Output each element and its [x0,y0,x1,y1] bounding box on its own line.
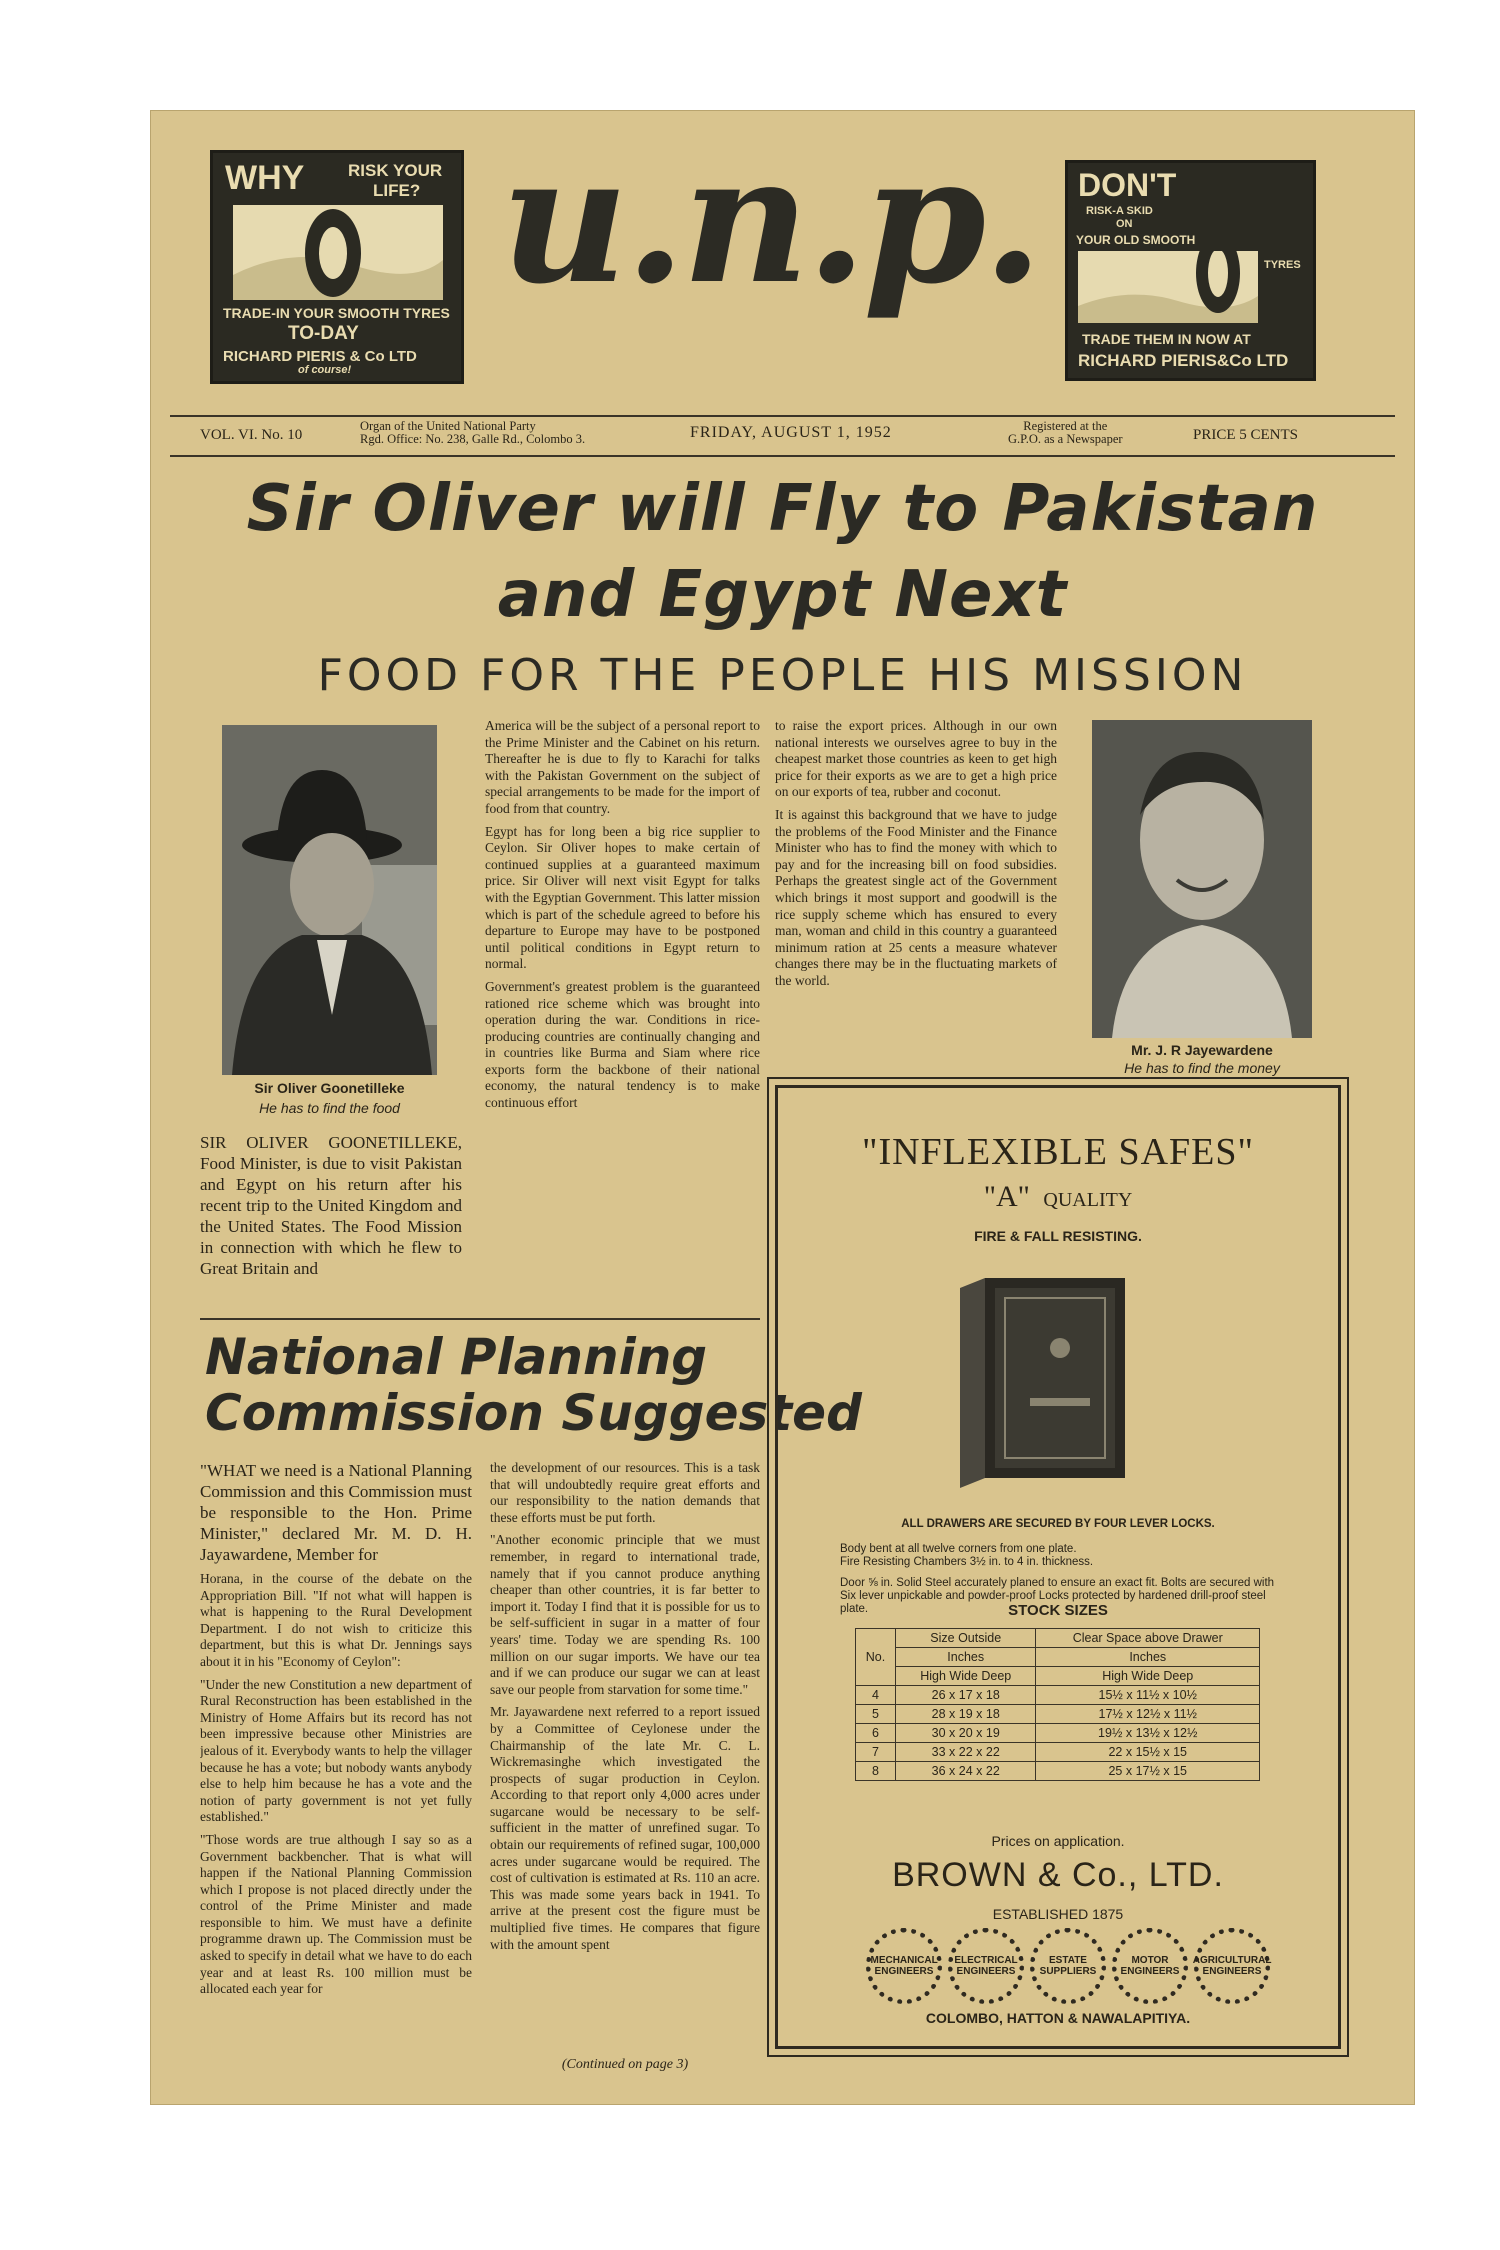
story1-col3-p2: It is against this background that we have to judge the problems of the Food Minister and the Finance Minister who has to find the money with which to pay and for the increasing bill on food subsidies. Perhaps the greatest single act of the Government which brings it most support and goodwill is the rice supply scheme which has ensured to every man, woman and child in this country a guaranteed minimum ration at 25 cents a measure whatever changes there may be in the fluctuating markets of the world. [775,806,1057,988]
row-clear: 25 x 17½ x 15 [1036,1762,1260,1781]
masthead-title: u.n.p. [500,116,1040,323]
row-clear: 15½ x 11½ x 10½ [1036,1686,1260,1705]
table-row [856,1762,1260,1781]
story2-col1-p2: "Under the new Constitution a new department of Rural Reconstruction has been established in the Ministry of Home Affairs but its record has not been impressive because other Ministries are jealous of it. Everybody wants to help the villager because he has a vote; but nobody wants anybody else to help him because he has a vote and the notion of party government is not yet fully established." [200,1676,472,1825]
left-ad-life: LIFE? [373,181,421,200]
story2-col1-p1: Horana, in the course of the debate on the Appropriation Bill. "If not what will happen is what is happening to the Rural Development Department. I do not wish to criticize this department, but this is what Dr. Jennings says about it in his "Economy of Ceylon": [200,1571,472,1669]
row-no: 4 [856,1686,896,1705]
organ-line [360,420,585,446]
left-ad-why: WHY [225,159,305,197]
row-outside: 28 x 19 x 18 [895,1705,1036,1724]
story2-col1-p3: "Those words are true although I say so as a Government backbencher. That is what will happen if the National Planning Commission which I propose is not placed directly under the control of the Prime Minister and made responsible to him. We must have a definite programme drawn up. The Commission must be asked to specify in detail what we have to do each year and at least Rs. 100 million must be allocated each year for [200,1831,472,1997]
right-ad-trade-them: TRADE THEM IN NOW AT [1082,331,1251,347]
story1-col3-p1: to raise the export prices. Although in our own national interests we ourselves agree to buy in the cheapest market those countries as keen to get high price for their exports as we are to get a high price on our exports of tea, rubber and coconut. [775,718,1057,800]
headline-kicker: FOOD FOR THE PEOPLE HIS MISSION [317,650,1248,701]
row-outside: 36 x 24 x 22 [895,1762,1036,1781]
row-no: 6 [856,1724,896,1743]
safes-grade-line [778,1180,1338,1214]
right-ad-risk-skid: RISK-A SKID [1086,205,1153,217]
safes-subtitle: FIRE & FALL RESISTING. [974,1228,1142,1244]
story1-col2-p2: Egypt has for long been a big rice supplier to Ceylon. Sir Oliver hopes to make certain of continued supplies at a guaranteed maximum price. Sir Oliver will next visit Egypt for talks with the Egyptian Government. This latter mission which is part of the schedule agreed to before his departure to Europe may have to be postponed until political conditions in Egypt return to normal. [485,823,760,972]
volume-number: VOL. VI. No. 10 [200,427,303,443]
right-tyre-ad [1065,160,1316,381]
header-hwd-clear: High Wide Deep [1036,1667,1260,1686]
photo-oliver-goonetilleke [222,725,437,1075]
header-size-outside: Size Outside [895,1629,1036,1648]
photo-right-name: Mr. J. R Jayewardene [1131,1042,1273,1058]
story2-col2-p2: "Another economic principle that we must remember, in regard to international trade, namely that if you cannot produce anything cheaper than other countries, it is far better to import it. Today I find that it is possible for us to be self-sufficient in sugar in a matter of four years' time. Today we are spending Rs. 100 million on our sugar imports. We have our tea and if we can produce our sugar we can at least save our people from starvation for some time." [490,1532,760,1697]
table-subheader-row [856,1648,1260,1667]
registered-line-2: G.P.O. as a Newspaper [1008,432,1123,446]
right-ad-old-smooth: YOUR OLD SMOOTH [1076,233,1196,247]
row-outside: 33 x 22 x 22 [895,1743,1036,1762]
story2-column-2 [490,1460,760,2050]
story2-continued: (Continued on page 3) [561,2057,689,2072]
price: PRICE 5 CENTS [1193,427,1299,443]
story2-col2-p1: the development of our resources. This is a task that will undoubtedly require great efforts and our responsibility to the nation demands that these efforts must be put forth. [490,1460,760,1525]
row-clear: 19½ x 13½ x 12½ [1036,1724,1260,1743]
story1-column-3 [775,718,1057,1078]
left-ad-today: TO-DAY [288,323,359,344]
right-ad-dont: DON'T [1078,167,1177,203]
registered-line-1: Registered at the [1023,419,1108,433]
left-ad-risk: RISK YOUR [348,161,443,180]
story2-column-1 [200,1460,472,2065]
story1-lead-column [200,1132,462,1307]
row-clear: 17½ x 12½ x 11½ [1036,1705,1260,1724]
story2-headline-line-2: Commission Suggested [205,1384,862,1442]
gear-estate-icon: ESTATE SUPPLIERS [1030,1928,1106,2004]
inflexible-safes-ad [775,1085,1341,2049]
stock-sizes-title: STOCK SIZES [1008,1602,1108,1619]
gear-motor-icon: MOTOR ENGINEERS [1112,1928,1188,2004]
row-no: 8 [856,1762,896,1781]
gear-agricultural-icon: AGRICULTURAL ENGINEERS [1194,1928,1270,2004]
row-outside: 26 x 17 x 18 [895,1686,1036,1705]
safes-spec-1: Body bent at all twelve corners from one plate. [840,1543,1077,1555]
left-tyre-ad [210,150,464,384]
photo-left-name: Sir Oliver Goonetilleke [254,1080,405,1096]
left-ad-company: RICHARD PIERIS & Co LTD [223,348,417,365]
tyre-illustration-icon [1078,251,1258,323]
safes-grade: "A" [983,1180,1030,1213]
safes-company: BROWN & Co., LTD. [892,1856,1224,1894]
table-row [856,1705,1260,1724]
story2-col2-p3: Mr. Jayawardene next referred to a report issued by a Committee of Ceylonese under the Chairmanship of the late Mr. C. L. Wickremasinghe which investigated the prospects of sugar production in Ceylon. According to that report only 4,000 acres under sugarcane would be necessary to be self-sufficient in the matter of unrefined sugar. To obtain our requirements of refined sugar, 100,000 acres under sugarcane would be required. The cost of cultivation is estimated at Rs. 110 an acre. This was made some years back in 1941. To arrive at the present cost the figure must be multiplied five times. He compares that figure with the amount spent [490,1704,760,1952]
table-row [856,1724,1260,1743]
portrait-hat-man-icon [222,725,437,1075]
right-ad-on: ON [1116,218,1133,230]
header-no: No. [856,1629,896,1686]
photo-left-caption: He has to find the food [259,1100,400,1116]
registered-line [1008,420,1123,446]
story1-col2-p3: Government's greatest problem is the guaranteed rationed rice scheme which was brought into operation during the war. Conditions in rice-producing countries are continually changing and in countries like Burma and Siam where rice exports form the backbone of their national economy, the natural tendency is to make continuous effort [485,978,760,1111]
table-row [856,1686,1260,1705]
safes-title: "INFLEXIBLE SAFES" [861,1131,1255,1173]
portrait-smiling-man-icon [1092,720,1312,1038]
story1-col2-p1: America will be the subject of a personal report to the Prime Minister and the Cabinet on his return. Thereafter he is due to fly to Karachi for talks with the Pakistan Government on the subject of special arrangements to be made for the import of food from that country. [485,718,760,816]
table-row [856,1743,1260,1762]
row-no: 7 [856,1743,896,1762]
safes-spec-2: Fire Resisting Chambers 3½ in. to 4 in. thickness. [840,1556,1094,1568]
safes-prices: Prices on application. [991,1833,1125,1849]
story2-headline-line-1: National Planning [205,1328,708,1386]
row-no: 5 [856,1705,896,1724]
stock-sizes-table [855,1628,1260,1781]
header-inches-clear: Inches [1036,1648,1260,1667]
headline-line-1: Sir Oliver will Fly to Pakistan [246,472,1319,546]
photo-jr-jayewardene [1092,720,1312,1038]
safes-drawers: ALL DRAWERS ARE SECURED BY FOUR LEVER LOCKS. [901,1518,1215,1530]
safes-quality: QUALITY [1043,1189,1133,1211]
newspaper-page [150,110,1415,2105]
header-clear-space: Clear Space above Drawer [1036,1629,1260,1648]
safes-spec-3: Door ⅝ in. Solid Steel accurately planed to ensure an exact fit. Bolts are secured with Six lever unpickable and powder-proof Locks protected by hardened drill-proof steel plate. [840,1577,1275,1615]
organ-line-2: Rgd. Office: No. 238, Galle Rd., Colombo 3. [360,432,586,446]
safes-established: ESTABLISHED 1875 [992,1906,1124,1922]
gear-electrical-icon: ELECTRICAL ENGINEERS [948,1928,1024,2004]
left-ad-of-course: of course! [298,364,352,376]
story2-lead: "WHAT we need is a National Planning Commission and this Commission must be responsible to the Hon. Prime Minister," declared Mr. M. D. H. Jayawardene, Member for [200,1461,472,1564]
safes-address: COLOMBO, HATTON & NAWALAPITIYA. [925,2010,1191,2026]
gear-mechanical-icon: MECHANICAL ENGINEERS [866,1928,942,2004]
right-ad-company: RICHARD PIERIS&Co LTD [1078,351,1289,370]
organ-line-1: Organ of the United National Party [360,419,536,433]
left-ad-trade-in: TRADE-IN YOUR SMOOTH TYRES [223,305,450,321]
info-rule [170,455,1395,457]
row-outside: 30 x 20 x 19 [895,1724,1036,1743]
photo-right-caption: He has to find the money [1124,1060,1280,1076]
right-ad-tyres: TYRES [1264,259,1301,271]
story-divider [200,1318,760,1320]
story1-column-2 [485,718,760,1308]
story1-lead: SIR OLIVER GOONETILLEKE, Food Minister, is due to visit Pakistan and Egypt on his return after his recent trip to the United Kingdom and the United States. The Food Mission in connection with which he flew to Great Britain and [200,1133,462,1278]
row-clear: 22 x 15½ x 15 [1036,1743,1260,1762]
issue-date: FRIDAY, AUGUST 1, 1952 [690,424,892,441]
header-hwd-outside: High Wide Deep [895,1667,1036,1686]
header-inches-outside: Inches [895,1648,1036,1667]
safe-illustration-icon [950,1258,1160,1498]
tyre-illustration-icon [233,205,443,300]
table-subheader-row [856,1667,1260,1686]
table-header-row [856,1629,1260,1648]
top-rule [170,415,1395,417]
headline-line-2: and Egypt Next [497,558,1068,632]
